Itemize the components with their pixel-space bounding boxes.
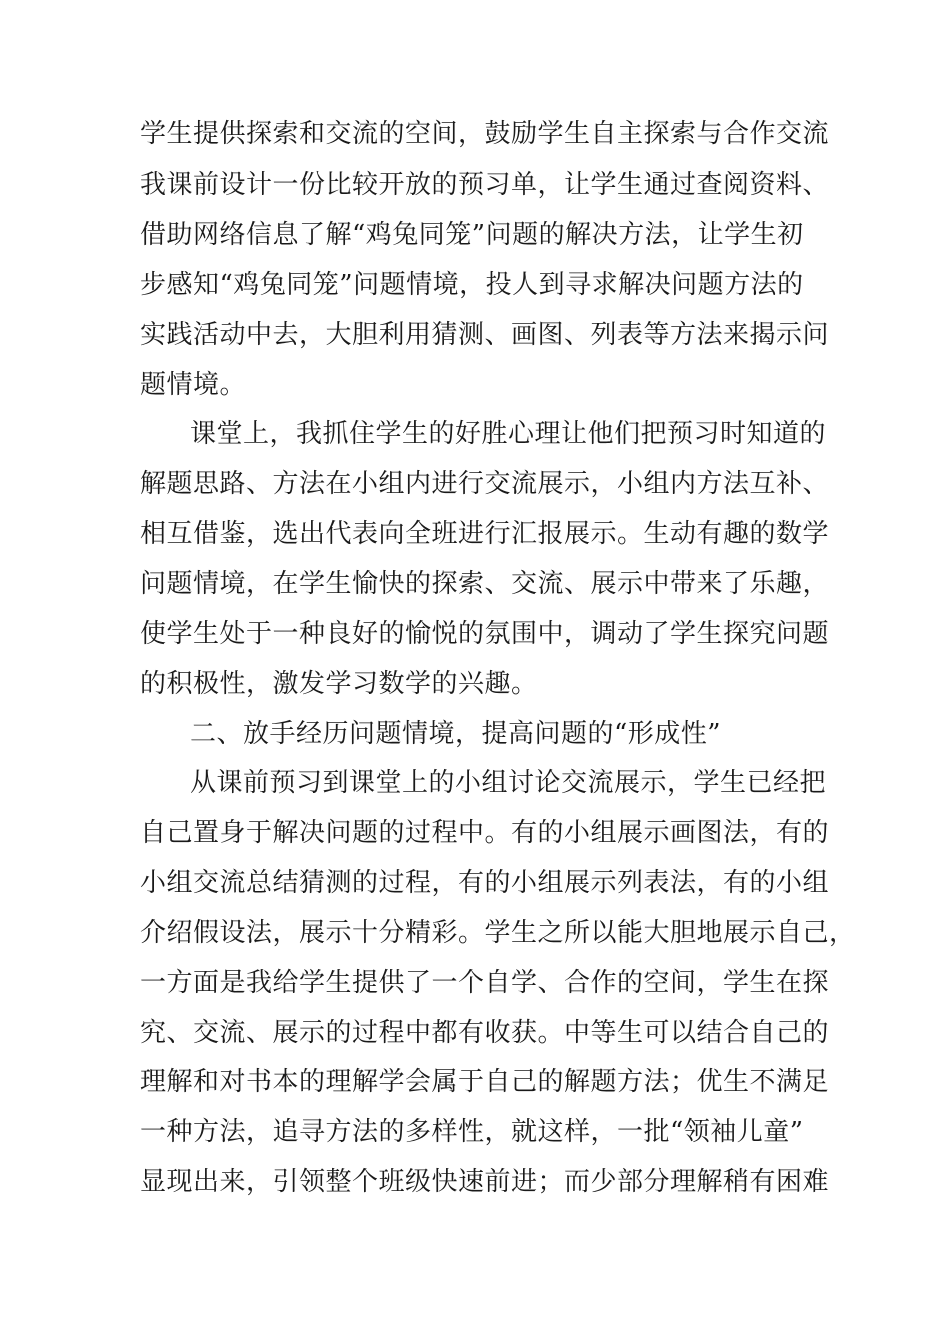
- section-heading: 二、放手经历问题情境，提高问题的“形成性”: [190, 719, 722, 749]
- text-line-16: 小组交流总结猜测的过程，有的小组展示列表法，有的小组: [140, 868, 830, 898]
- text-line-3: 借助网络信息了解“鸡兔同笼”问题的解决方法，让学生初: [140, 220, 804, 250]
- text-line-20: 理解和对书本的理解学会属于自己的解题方法；优生不满足: [140, 1067, 830, 1097]
- text-line-12: 的积极性，激发学习数学的兴趣。: [140, 669, 538, 699]
- text-line-22: 显现出来，引领整个班级快速前进；而少部分理解稍有困难: [140, 1167, 830, 1197]
- text-line-6: 题情境。: [140, 370, 247, 400]
- paragraph-start-line: 从课前预习到课堂上的小组讨论交流展示，学生已经把: [190, 768, 827, 798]
- text-line-19: 究、交流、展示的过程中都有收获。中等生可以结合自己的: [140, 1018, 830, 1048]
- paragraph-start-line: 课堂上，我抓住学生的好胜心理让他们把预习时知道的: [190, 419, 827, 449]
- text-line-15: 自己置身于解决问题的过程中。有的小组展示画图法，有的: [140, 818, 830, 848]
- text-line-21: 一种方法，追寻方法的多样性，就这样，一批“领袖儿童”: [140, 1117, 804, 1147]
- text-line-5: 实践活动中去，大胆利用猜测、画图、列表等方法来揭示问: [140, 320, 830, 350]
- text-line-10: 问题情境，在学生愉快的探索、交流、展示中带来了乐趣，: [140, 569, 830, 599]
- text-line-8: 解题思路、方法在小组内进行交流展示，小组内方法互补、: [140, 469, 830, 499]
- text-line-1: 学生提供探索和交流的空间，鼓励学生自主探索与合作交流: [140, 119, 830, 149]
- text-line-2: 我课前设计一份比较开放的预习单，让学生通过查阅资料、: [140, 170, 830, 200]
- text-line-11: 使学生处于一种良好的愉悦的氛围中，调动了学生探究问题: [140, 619, 830, 649]
- text-line-17: 介绍假设法，展示十分精彩。学生之所以能大胆地展示自己，: [140, 918, 856, 948]
- text-line-9: 相互借鉴，选出代表向全班进行汇报展示。生动有趣的数学: [140, 519, 830, 549]
- text-line-4: 步感知“鸡兔同笼”问题情境，投人到寻求解决问题方法的: [140, 270, 804, 300]
- text-line-18: 一方面是我给学生提供了一个自学、合作的空间，学生在探: [140, 968, 830, 998]
